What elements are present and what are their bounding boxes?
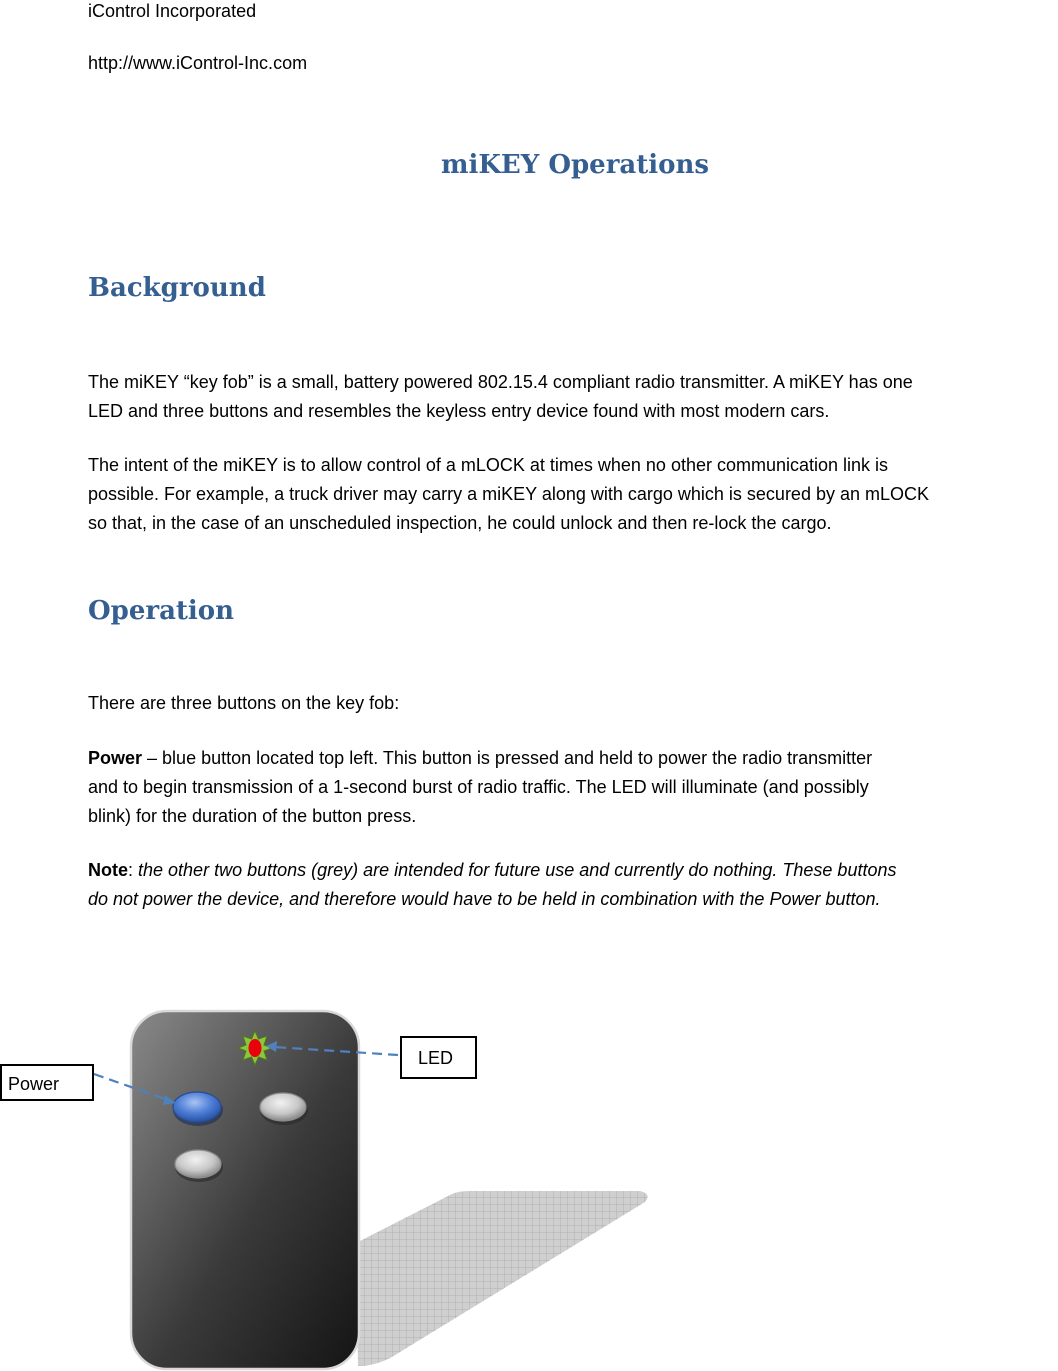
- led-icon: [238, 1031, 272, 1065]
- text-line: blink) for the duration of the button press.: [88, 806, 417, 826]
- paragraph-intent: [88, 451, 1058, 538]
- text-line: so that, in the case of an unscheduled inspection, he could unlock and then re-lock the cargo.: [88, 513, 832, 533]
- section-heading-background: Background: [88, 273, 266, 303]
- text-line: [88, 744, 1058, 773]
- power-button-icon: [173, 1092, 223, 1126]
- grey-button-icon: [260, 1093, 308, 1125]
- note-text: the other two buttons (grey) are intended for future use and currently do nothing. These buttons: [138, 860, 897, 880]
- note-text: do not power the device, and therefore would have to be held in combination with the Power button.: [88, 889, 881, 909]
- key-fob-body: [131, 1011, 359, 1369]
- note-label: Note: [88, 860, 128, 880]
- key-fob-figure: [0, 1000, 1058, 1371]
- callout-power: Power: [0, 1064, 94, 1101]
- text-line: There are three buttons on the key fob:: [88, 693, 400, 713]
- text-line: [88, 885, 1058, 914]
- paragraph-note: [88, 856, 1058, 914]
- section-heading-operation: Operation: [88, 596, 235, 626]
- power-label: Power: [88, 748, 143, 768]
- text-line: The intent of the miKEY is to allow control of a mLOCK at times when no other communication link is: [88, 455, 889, 475]
- website-url: http://www.iControl-Inc.com: [88, 53, 308, 73]
- text-line: [88, 856, 1058, 885]
- note-separator: :: [128, 860, 139, 880]
- paragraph-description: [88, 368, 1058, 426]
- company-name: iControl Incorporated: [88, 1, 257, 21]
- document-title: miKEY Operations: [440, 150, 710, 180]
- paragraph-intro: [88, 689, 1058, 718]
- text-line: and to begin transmission of a 1-second burst of radio traffic. The LED will illuminate (and possibly: [88, 777, 869, 797]
- text-line: The miKEY “key fob” is a small, battery powered 802.15.4 compliant radio transmitter. A miKEY has one: [88, 372, 913, 392]
- callout-led: LED: [400, 1036, 477, 1079]
- text-line: possible. For example, a truck driver may carry a miKEY along with cargo which is secured by an mLOCK: [88, 484, 929, 504]
- text-line: LED and three buttons and resembles the keyless entry device found with most modern cars.: [88, 401, 830, 421]
- power-text: – blue button located top left. This button is pressed and held to power the radio transmitter: [142, 748, 873, 768]
- fob-shadow: [356, 1191, 648, 1366]
- grey-button-icon: [175, 1150, 223, 1182]
- paragraph-power: [88, 744, 1058, 831]
